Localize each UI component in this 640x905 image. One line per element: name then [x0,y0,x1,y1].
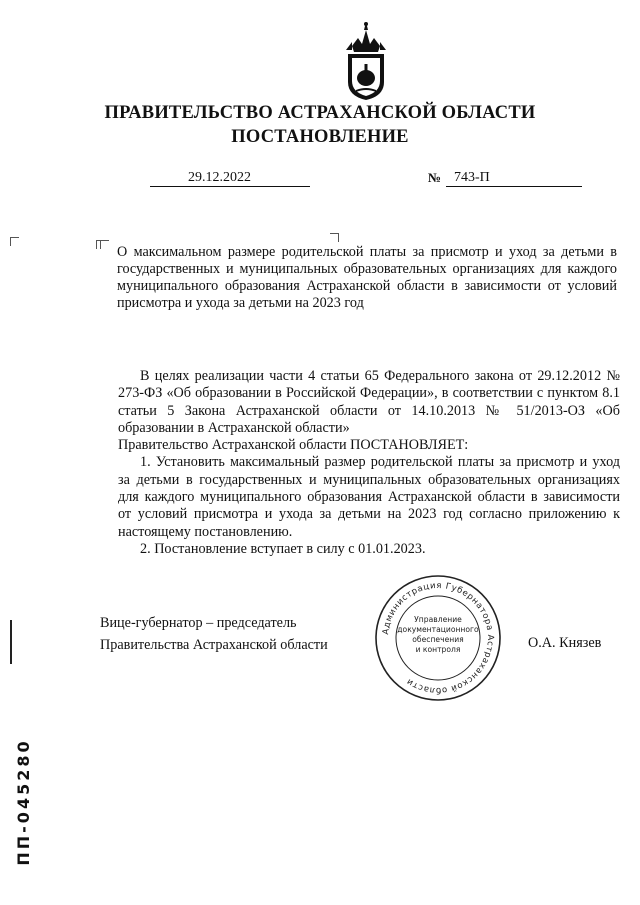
signer-position-line2: Правительства Астраханской области [100,637,328,653]
preamble-paragraph: В целях реализации части 4 статьи 65 Федерального закона от 29.12.2012 № 273-ФЗ «Об образовании в Российской Федерации», в соответствии с пунктом 8.1 статьи 5 Закона Астраханской области от 14.10.2013 № 51/2013-ОЗ «Об образовании в Астраханской области» [118,368,620,436]
item-1-paragraph: 1. Установить максимальный размер родительской платы за присмотр и уход за детьми в государственных и муниципальных образовательных организациях для каждого муниципального образования Астраханской области в зависимости от условий присмотра и ухода за детьми на 2023 год согласно приложению к настоящему постановлению. [118,454,620,540]
stamp-center-line: документационного [397,625,479,634]
document-title: О максимальном размере родительской платы за присмотр и уход за детьми в государственных и муниципальных образовательных организациях для каждого муниципального образования Астраханской области в зависимости от условий присмотра и ухода за детьми на 2023 год [117,244,617,311]
corner-mark [330,233,339,242]
corner-mark [100,240,109,249]
margin-mark [10,620,12,664]
document-number-line [446,170,582,187]
document-date-line [150,170,310,187]
stamp-center-line: обеспечения [412,635,464,644]
stamp-center-line: Управление [414,615,462,624]
document-number: 743-П [454,170,490,185]
number-label: № [428,170,442,185]
signer-name: О.А. Князев [528,635,602,651]
stamp-center-line: и контроля [415,645,461,654]
item-2-paragraph: 2. Постановление вступает в силу с 01.01.2023. [140,540,426,557]
signer-position-line1: Вице-губернатор – председатель [100,615,297,631]
serial-number: ПП-045280 [14,738,33,866]
official-stamp [374,574,502,702]
coat-of-arms-emblem [344,20,388,102]
resolve-paragraph: Правительство Астраханской области ПОСТАНОВЛЯЕТ: [118,437,469,454]
document-date: 29.12.2022 [188,170,251,185]
document-body [118,368,620,558]
signature-block [100,612,328,656]
document-type: ПОСТАНОВЛЕНИЕ [231,127,409,147]
corner-mark [10,237,19,246]
organization-name: ПРАВИТЕЛЬСТВО АСТРАХАНСКОЙ ОБЛАСТИ [104,103,536,123]
stamp-ring-text: Администрация Губернатора Астраханской области [381,580,496,696]
